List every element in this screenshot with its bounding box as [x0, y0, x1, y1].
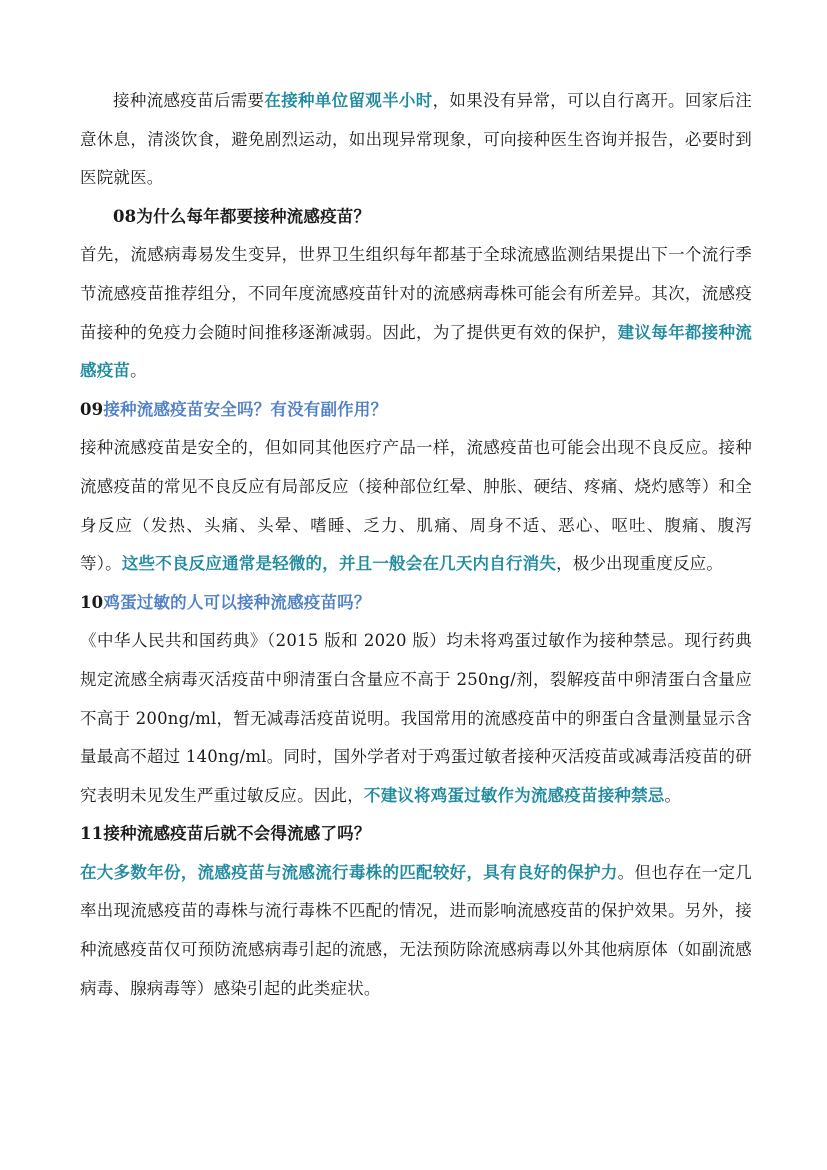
- heading-title: 接种流感疫苗安全吗？有没有副作用？: [103, 399, 388, 419]
- paragraph-annual: [80, 236, 752, 390]
- text: 接种流感疫苗后需要: [113, 91, 265, 110]
- heading-number: 08: [113, 206, 137, 226]
- highlight-text: 不建议将鸡蛋过敏作为流感疫苗接种禁忌: [363, 785, 665, 805]
- heading-number: 10: [80, 592, 104, 612]
- text: 接种流感疫苗是安全的，但如同其他医疗产品一样，流感疫苗也可能会出现不良反应。接种流感疫苗的常见不良反应有局部反应（接种部位红晕、肿胀、硬结、疼痛、烧灼感等）和全身反应（发热、头痛、头晕、嗜睡、乏力、肌痛、周身不适、恶心、呕吐、腹痛、腹泻等）。: [80, 438, 752, 574]
- paragraph-safety: [80, 429, 752, 583]
- heading-title: 鸡蛋过敏的人可以接种流感疫苗吗？: [103, 592, 371, 612]
- paragraph-egg-allergy: [80, 622, 752, 815]
- heading-09: [80, 391, 752, 430]
- highlight-text: 在大多数年份，流感疫苗与流感流行毒株的匹配较好，具有良好的保护力: [80, 862, 618, 882]
- text: 。但也存在一定几率出现流感疫苗的毒株与流行毒株不匹配的情况，进而影响流感疫苗的保护效果。另外，接种流感疫苗仅可预防流感病毒引起的流感，无法预防除流感病毒以外其他病原体（如副流感病毒、腺病毒等）感染引起的此类症状。: [80, 862, 752, 998]
- heading-11: [80, 815, 752, 854]
- document-page: [80, 82, 752, 1008]
- heading-title: 为什么每年都要接种流感疫苗？: [136, 206, 371, 226]
- text: 。: [664, 785, 682, 805]
- paragraph-observation: [80, 82, 752, 198]
- text: 《中华人民共和国药典》（2015 版和 2020 版）均未将鸡蛋过敏作为接种禁忌。现行药典规定流感全病毒灭活疫苗中卵清蛋白含量应不高于 250ng/剂，裂解疫苗中卵清蛋白含量应不高于 200ng/ml，暂无减毒活疫苗说明。我国常用的流感疫苗中的卵蛋白含量测量显示含量最高不超过 140ng/ml。同时，国外学者对于鸡蛋过敏者接种灭活疫苗或减毒活疫苗的研究表明未见发生严重过敏反应。因此，: [80, 631, 752, 805]
- highlight-text: 在接种单位留观半小时: [264, 91, 433, 110]
- highlight-text: 这些不良反应通常是轻微的，并且一般会在几天内自行消失: [121, 554, 557, 574]
- text: ，极少出现重度反应。: [556, 554, 724, 574]
- text: 首先，流感病毒易发生变异，世界卫生组织每年都基于全球流感监测结果提出下一个流行季节流感疫苗推荐组分，不同年度流感疫苗针对的流感病毒株可能会有所差异。其次，流感疫苗接种的免疫力会随时间推移逐渐减弱。因此，为了提供更有效的保护，: [80, 245, 752, 342]
- heading-10: [80, 584, 752, 623]
- highlight-text: 建议每年都接种流感疫苗: [80, 322, 752, 381]
- paragraph-effectiveness: [80, 854, 752, 1008]
- heading-08: [80, 198, 752, 237]
- text: 。: [130, 361, 147, 381]
- heading-title: 接种流感疫苗后就不会得流感了吗？: [103, 824, 371, 844]
- text: ，如果没有异常，可以自行离开。回家后注意休息，清淡饮食，避免剧烈运动，如出现异常现象，可向接种医生咨询并报告，必要时到医院就医。: [80, 91, 752, 188]
- heading-number: 09: [80, 399, 104, 419]
- heading-number: 11: [80, 824, 104, 844]
